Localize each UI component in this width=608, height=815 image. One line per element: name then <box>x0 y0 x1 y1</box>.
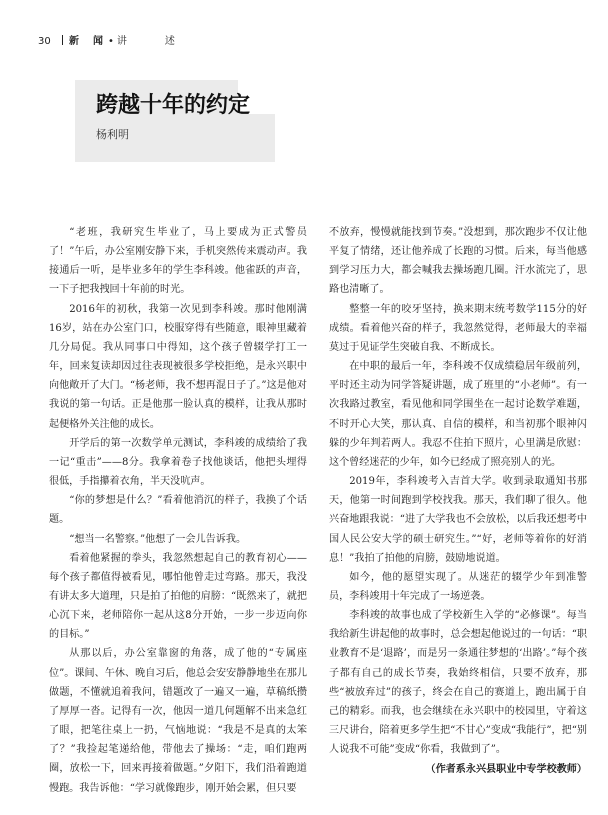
paragraph: “你的梦想是什么？”看着他消沉的样子，我换了个话题。 <box>49 495 307 526</box>
article-column-left <box>49 223 307 798</box>
page-header <box>38 35 189 49</box>
page-number: 30 <box>38 36 51 47</box>
paragraph-continued: 不放弃，慢慢就能找到节奏。”没想到，那次跑步不仅让他平复了情绪，还让他养成了长跑的习惯。后来，每当他感到学习压力大，都会喊我去操场跑几圈。汗水流完了，思路也清晰了。 <box>329 227 587 296</box>
paragraph: 李科竣的故事也成了学校新生入学的“必修课”。每当我给新生讲起他的故事时，总会想起他说过的一句话：“职业教育不是‘退路’，而是另一条通往梦想的‘出路’。”每个孩子都有自己的成长节奏，我始终相信，只要不放弃，那些“被放弃过”的孩子，终会在自己的赛道上，跑出属于自己的精彩。而我，也会继续在永兴职中的校园里，守着这三尺讲台，陪着更多学生把“不甘心”变成“我能行”，把“别人说我不可能”变成“你看，我做到了”。 <box>329 610 587 756</box>
paragraph: 开学后的第一次数学单元测试，李科竣的成绩给了我一记“重击”——8分。我拿着卷子找他谈话，他把头埋得很低，手指攥着衣角，半天没吭声。 <box>49 437 307 488</box>
paragraph: 2019年，李科竣考入吉首大学。收到录取通知书那天，他第一时间跑到学校找我。那天，我们聊了很久。他兴奋地跟我说：“进了大学我也不会放松，以后我还想考中国人民公安大学的硕士研究生。”“好，老师等着你的好消息！”我拍了拍他的肩膀，鼓励地说道。 <box>329 476 587 564</box>
section-name-bold: 新 闻 <box>69 36 105 47</box>
paragraph: “想当一名警察。”他想了一会儿告诉我。 <box>69 533 247 545</box>
author-signature: （作者系永兴县职业中专学校教师） <box>425 764 587 776</box>
paragraph: 在中职的最后一年，李科竣不仅成绩稳居年级前列，平时还主动为同学答疑讲题，成了班里的“小老师”。有一次我路过教室，看见他和同学围坐在一起讨论数学难题，不时开心大笑，那认真、自信的模样，和当初那个眼神闪躲的少年判若两人。我忍不住拍下照片，心里满是欣慰：这个曾经迷茫的少年，如今已经成了照亮别人的光。 <box>329 361 587 468</box>
paragraph: 看着他紧握的拳头，我忽然想起自己的教育初心——每个孩子都值得被看见，哪怕他曾走过弯路。那天，我没有讲太多大道理，只是拍了拍他的肩膀：“既然来了，就把心沉下来，老师陪你一起从这8分开始，一步一步迈向你的目标。” <box>49 552 307 641</box>
article-author: 杨利明 <box>96 128 129 141</box>
paragraph: 整整一年的咬牙坚持，换来期末统考数学115分的好成绩。看着他兴奋的样子，我忽然觉得，老师最大的幸福莫过于见证学生突破自我、不断成长。 <box>329 303 587 353</box>
header-bullet: • <box>108 36 114 47</box>
paragraph: 从那以后，办公室靠窗的角落，成了他的“专属座位”。课间、午休、晚自习后，他总会安安静静地坐在那儿做题，不懂就追着我问，错题改了一遍又一遍，草稿纸攒了厚厚一沓。记得有一次，他因一道几何题解不出来急红了眼，把笔往桌上一扔，气恼地说：“我是不是真的太笨了？”我捡起笔递给他，带他去了操场：“走，咱们跑两圈，放松一下，回来再接着做题。”夕阳下，我们沿着跑道慢跑。我告诉他：“学习就像跑步，刚开始会累，但只要 <box>49 648 307 794</box>
paragraph: “老班，我研究生毕业了，马上要成为正式警员了！”午后，办公室刚安静下来，手机突然传来震动声。我接通后一听，是毕业多年的学生李科竣。他雀跃的声音，一下子把我拽回十年前的时光。 <box>49 227 307 296</box>
article-title: 跨越十年的约定 <box>96 93 251 118</box>
header-divider <box>62 35 63 45</box>
paragraph: 2016年的初秋，我第一次见到李科竣。那时他刚满16岁，站在办公室门口，校服穿得有些随意，眼神里藏着几分局促。我从同事口中得知，这个孩子曾辍学打工一年，回来复读却因过往表现被很多学校拒绝，是永兴职中向他敞开了大门。“杨老师，我不想再混日子了。”这是他对我说的第一句话。正是他那一脸认真的模样，让我从那时起便格外关注他的成长。 <box>49 303 307 430</box>
paragraph: 如今，他的愿望实现了。从迷茫的辍学少年到准警员，李科竣用十年完成了一场逆袭。 <box>329 571 587 602</box>
article-column-right <box>329 223 587 780</box>
section-name-light: 讲 述 <box>116 36 189 47</box>
